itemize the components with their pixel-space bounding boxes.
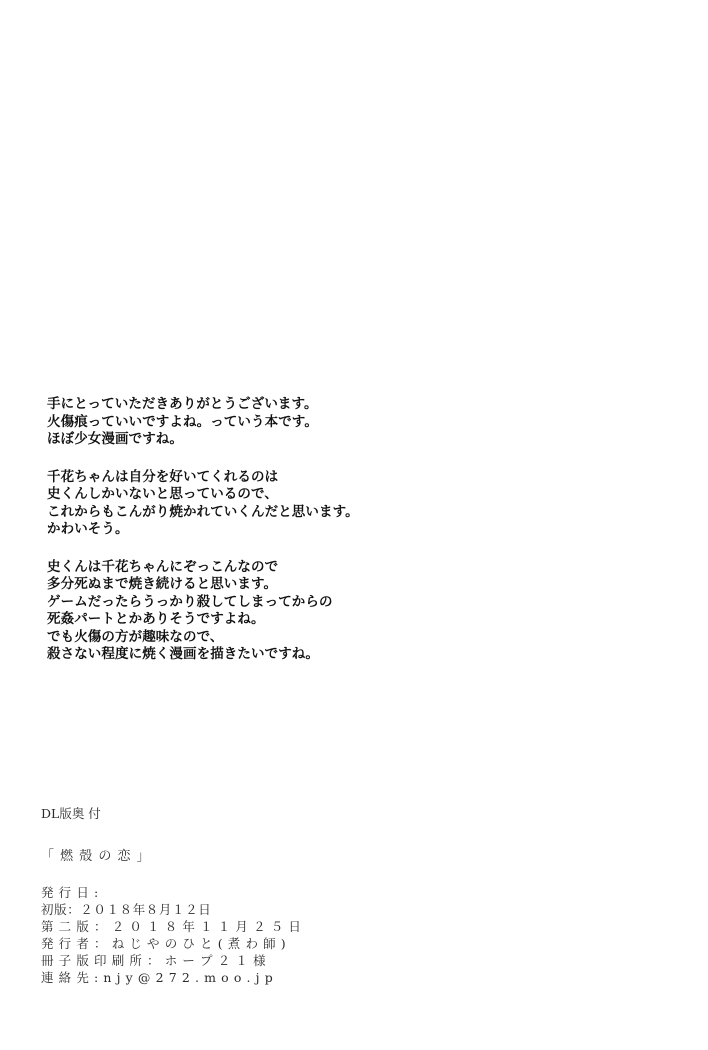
afterword-paragraph (47, 396, 607, 449)
afterword-line: でも火傷の方が趣味なので、 (47, 628, 224, 645)
afterword-line: 死姦パートとかありそうですよね。 (47, 611, 265, 627)
afterword-line: 殺さない程度に焼く漫画を描きたいですね。 (47, 646, 319, 662)
colophon-detail-line: 冊 子 版 印 刷 所 ： ホ ー プ ２ １ 様 (41, 953, 267, 968)
afterword-line: 史くんは千花ちゃんにぞっこんなので (47, 558, 279, 575)
afterword-text (47, 396, 607, 664)
afterword-paragraph (47, 559, 607, 664)
afterword-line: これからもこんがり焼かれていくんだと思います。 (47, 503, 359, 520)
afterword-line: 史くんしかいないと思っているので、 (47, 486, 278, 502)
colophon-title: 「 燃 殻 の 恋 」 (41, 849, 151, 864)
afterword-paragraph (47, 469, 607, 539)
colophon-detail-line: 発 行 者 ： ね じ や の ひ と ( 煮 わ 師 ) (41, 936, 287, 951)
colophon-label: DL版奥 付 (41, 806, 101, 821)
afterword-line: かわいそう。 (47, 521, 129, 537)
colophon-details (41, 884, 441, 986)
colophon (41, 806, 441, 986)
afterword-line: 千花ちゃんは自分を好いてくれるのは (47, 468, 279, 485)
colophon-detail-line: 連 絡 先 : n j y @ 2 7 2 . m o o . j p (41, 970, 274, 985)
afterword-line: 手にとっていただきありがとうございます。 (47, 396, 318, 412)
colophon-detail-line: 発 行 日 : (41, 885, 99, 900)
afterword-line: 多分死ぬまで焼き続けると思います。 (47, 576, 278, 592)
afterword-line: ほぼ少女漫画ですね。 (47, 431, 183, 447)
colophon-detail-line: 初版：２０１８年８月１２日 (41, 902, 212, 917)
afterword-line: 火傷痕っていいですよね。っていう本です。 (47, 413, 318, 430)
colophon-detail-line: 第 二 版 ： ２ ０ １ ８ 年 １ １ 月 ２ ５ 日 (41, 919, 302, 934)
afterword-line: ゲームだったらうっかり殺してしまってからの (47, 593, 333, 610)
